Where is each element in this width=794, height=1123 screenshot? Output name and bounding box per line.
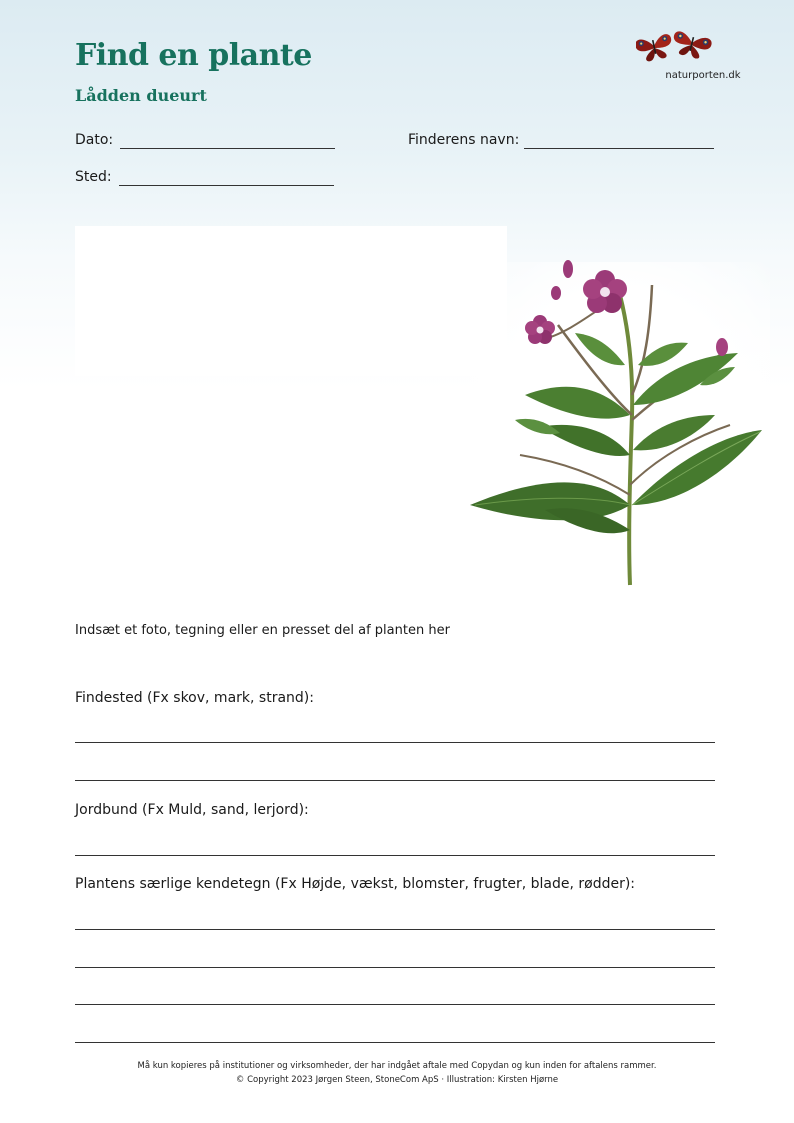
footer-copyright: © Copyright 2023 Jørgen Steen, StoneCom ApS · Illustration: Kirsten Hjørne bbox=[235, 1075, 559, 1085]
location-question-label: Findested (Fx skov, mark, strand): bbox=[75, 690, 314, 706]
finder-name-field[interactable] bbox=[524, 148, 714, 149]
flower bbox=[525, 315, 555, 344]
soil-question-label: Jordbund (Fx Muld, sand, lerjord): bbox=[75, 802, 309, 818]
place-field[interactable] bbox=[119, 185, 334, 186]
location-answer-line[interactable] bbox=[75, 780, 715, 781]
soil-answer-line[interactable] bbox=[75, 855, 715, 856]
finder-name-label: Finderens navn: bbox=[408, 132, 520, 148]
features-answer-line[interactable] bbox=[75, 967, 715, 968]
location-answer-line[interactable] bbox=[75, 742, 715, 743]
features-answer-line[interactable] bbox=[75, 929, 715, 930]
date-label: Dato: bbox=[75, 132, 114, 148]
plant-illustration bbox=[470, 255, 770, 600]
flower bbox=[583, 270, 627, 313]
page-title: Find en plante bbox=[75, 38, 312, 73]
footer-copy-notice: Må kun kopieres på institutioner og virksomheder, der har indgået aftale med Copydan og kun inden for aftalens rammer. bbox=[137, 1061, 657, 1071]
page-subtitle: Lådden dueurt bbox=[75, 86, 207, 105]
photo-instruction: Indsæt et foto, tegning eller en presset del af planten her bbox=[75, 623, 450, 638]
butterflies-icon bbox=[636, 26, 716, 68]
features-answer-line[interactable] bbox=[75, 1004, 715, 1005]
features-answer-line[interactable] bbox=[75, 1042, 715, 1043]
place-label: Sted: bbox=[75, 169, 112, 185]
logo-text: naturporten.dk bbox=[665, 70, 741, 81]
features-question-label: Plantens særlige kendetegn (Fx Højde, vækst, blomster, frugter, blade, rødder): bbox=[75, 876, 636, 892]
photo-area[interactable] bbox=[75, 226, 507, 376]
date-field[interactable] bbox=[120, 148, 335, 149]
